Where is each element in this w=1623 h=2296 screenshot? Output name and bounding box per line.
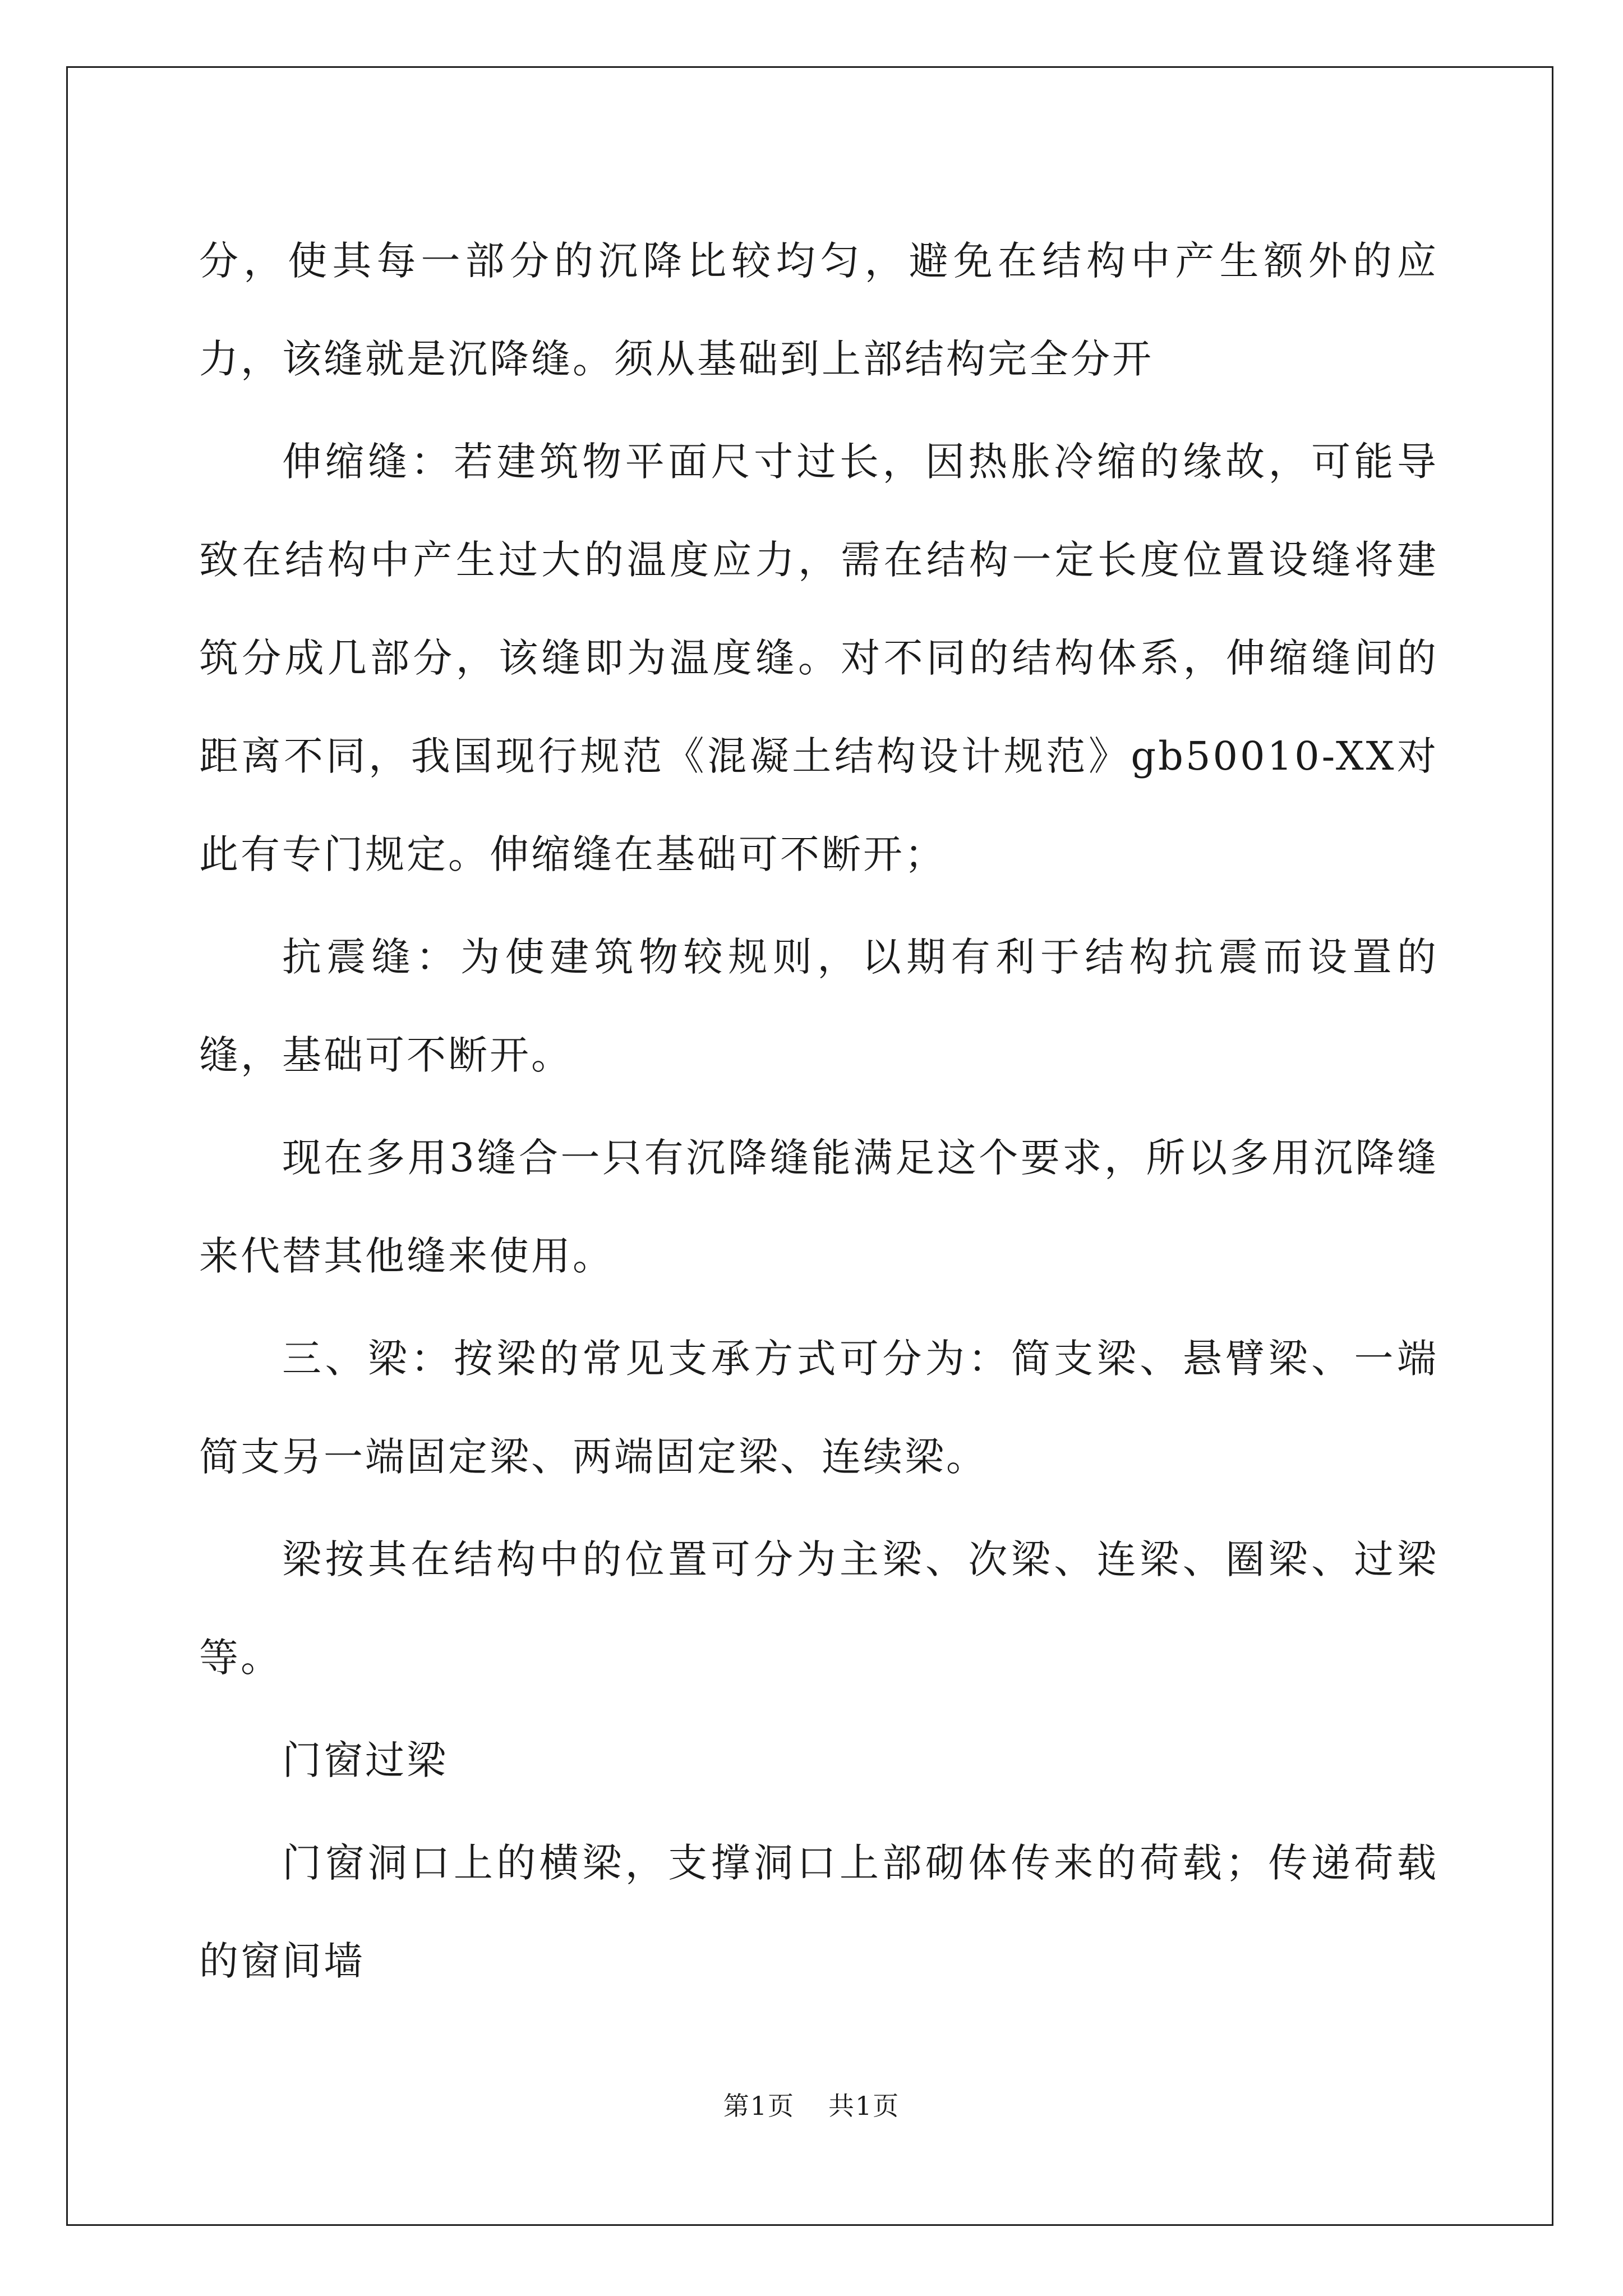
paragraph: 三、梁：按梁的常见支承方式可分为：简支梁、悬臂梁、一端简支另一端固定梁、两端固定梁、连续梁。 [199, 1336, 1438, 1480]
paragraph: 分，使其每一部分的沉降比较均匀，避免在结构中产生额外的应力，该缝就是沉降缝。须从基础到上部结构完全分开 [199, 238, 1438, 382]
paragraph: 梁按其在结构中的位置可分为主梁、次梁、连梁、圈梁、过梁等。 [199, 1536, 1438, 1681]
page-footer [0, 2086, 1623, 2123]
paragraph-heading: 门窗过梁 [282, 1737, 448, 1783]
paragraph: 门窗洞口上的横梁，支撑洞口上部砌体传来的荷载；传递荷载的窗间墙 [199, 1840, 1438, 1984]
paragraph: 抗震缝：为使建筑物较规则，以期有利于结构抗震而设置的缝，基础可不断开。 [199, 934, 1438, 1078]
paragraph: 伸缩缝：若建筑物平面尺寸过长，因热胀冷缩的缘故，可能导致在结构中产生过大的温度应力，需在结构一定长度位置设缝将建筑分成几部分，该缝即为温度缝。对不同的结构体系，伸缩缝间的距离不同，我国现行规范《混凝土结构设计规范》gb50010-XX对此有专门规定。伸缩缝在基础可不断开； [199, 439, 1438, 877]
paragraph: 现在多用3缝合一只有沉降缝能满足这个要求，所以多用沉降缝来代替其他缝来使用。 [199, 1135, 1438, 1279]
page-total: 共1页 [828, 2091, 900, 2121]
document-body [199, 212, 1438, 2015]
page-number: 第1页 [723, 2091, 795, 2121]
